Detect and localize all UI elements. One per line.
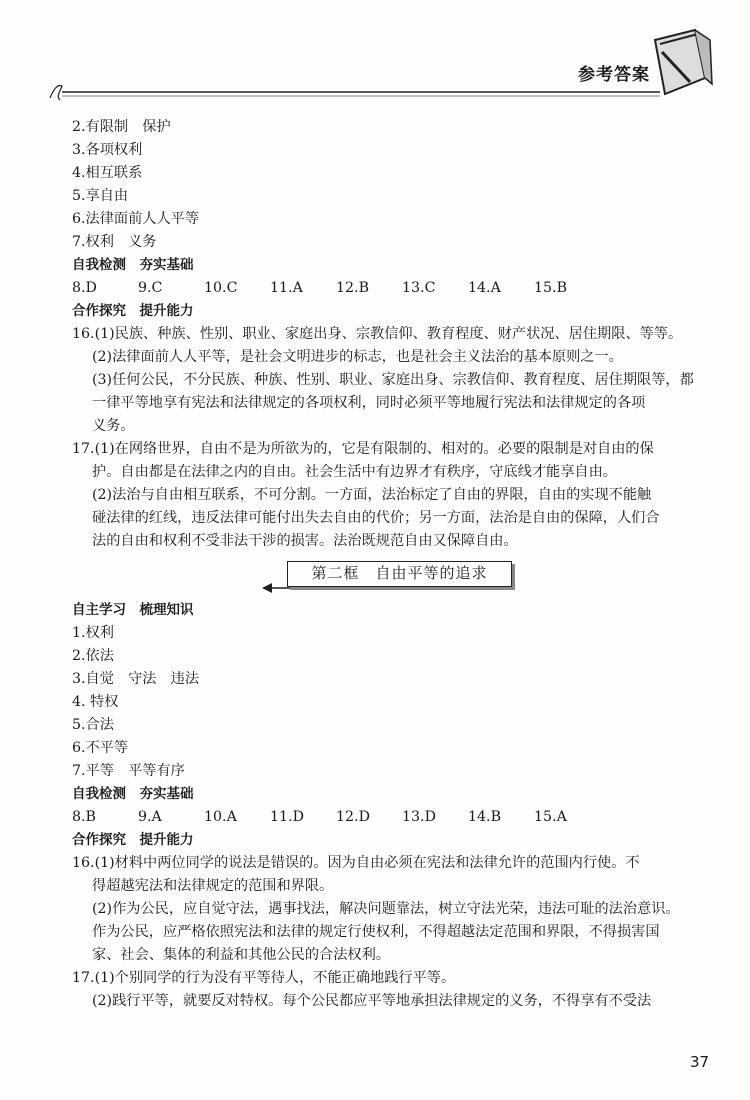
section-heading: 自我检测 夯实基础 bbox=[72, 257, 194, 273]
paragraph-line: (2)法治与自由相互联系，不可分割。一方面，法治标定了自由的界限，自由的实现不能触 bbox=[92, 487, 652, 503]
paragraph-line: 碰法律的红线，违反法律可能付出失去自由的代价；另一方面，法治是自由的保障，人们合 bbox=[92, 510, 660, 526]
list-item: 7.平等 平等有序 bbox=[72, 763, 185, 779]
list-item: 5.合法 bbox=[72, 717, 114, 733]
list-item: 3.各项权利 bbox=[72, 142, 143, 158]
header-title: 参考答案 bbox=[578, 65, 650, 85]
list-item: 4. 特权 bbox=[72, 694, 119, 710]
list-item: 7.权利 义务 bbox=[72, 234, 157, 250]
answer: 9.A bbox=[138, 809, 162, 825]
answer: 10.C bbox=[204, 280, 238, 296]
page-number: 37 bbox=[690, 1053, 710, 1071]
paragraph-line: 家、社会、集体的利益和其他公民的合法权利。 bbox=[92, 947, 390, 963]
book-icon bbox=[655, 30, 712, 94]
paragraph-line: 作为公民，应严格依照宪法和法律的规定行使权利，不得超越法定范围和界限，不得损害国 bbox=[92, 924, 660, 940]
list-item: 4.相互联系 bbox=[72, 165, 143, 181]
answer-row bbox=[72, 277, 702, 300]
header-decoration bbox=[0, 0, 750, 110]
answer: 9.C bbox=[138, 280, 163, 296]
paragraph-line: 护。自由都是在法律之内的自由。社会生活中有边界才有秩序，守底线才能享自由。 bbox=[92, 464, 617, 480]
list-item: 2.依法 bbox=[72, 648, 114, 664]
section-banner bbox=[72, 555, 702, 595]
list-item: 6.法律面前人人平等 bbox=[72, 211, 200, 227]
answer: 13.C bbox=[402, 280, 436, 296]
paragraph-line: 义务。 bbox=[92, 418, 135, 434]
section-heading: 自我检测 夯实基础 bbox=[72, 786, 194, 802]
answer: 11.D bbox=[270, 809, 304, 825]
answer: 8.D bbox=[72, 280, 97, 296]
paragraph-line: (2)践行平等，就要反对特权。每个公民都应平等地承担法律规定的义务，不得享有不受法 bbox=[92, 993, 652, 1009]
list-item: 2.有限制 保护 bbox=[72, 119, 171, 135]
answer: 10.A bbox=[204, 809, 237, 825]
paragraph-line: 得超越宪法和法律规定的范围和界限。 bbox=[92, 878, 334, 894]
answer-content bbox=[72, 116, 702, 1013]
paragraph-line: (2)作为公民，应自觉守法，遇事找法，解决问题靠法，树立守法光荣，违法可耻的法治意识。 bbox=[92, 901, 680, 917]
paragraph-line: 16.(1)民族、种族、性别、职业、家庭出身、宗教信仰、教育程度、财产状况、居住期限、等等。 bbox=[72, 326, 683, 342]
section-heading: 合作探究 提升能力 bbox=[72, 832, 194, 848]
answer: 14.A bbox=[468, 280, 501, 296]
page-header bbox=[0, 0, 750, 110]
answer: 8.B bbox=[72, 809, 96, 825]
list-item: 3.自觉 守法 违法 bbox=[72, 671, 200, 687]
section-heading: 合作探究 提升能力 bbox=[72, 303, 194, 319]
section-heading: 自主学习 梳理知识 bbox=[72, 602, 194, 618]
paragraph-line: 17.(1)个别同学的行为没有平等待人，不能正确地践行平等。 bbox=[72, 970, 456, 986]
paragraph-line: (2)法律面前人人平等，是社会文明进步的标志，也是社会主义法治的基本原则之一。 bbox=[92, 349, 623, 365]
list-item: 5.享自由 bbox=[72, 188, 129, 204]
section-title-box: 第二框 自由平等的追求 bbox=[287, 561, 512, 587]
answer: 12.D bbox=[336, 809, 370, 825]
answer: 12.B bbox=[336, 280, 369, 296]
answer: 13.D bbox=[402, 809, 436, 825]
list-item: 1.权利 bbox=[72, 625, 114, 641]
answer: 11.A bbox=[270, 280, 303, 296]
paragraph-line: 17.(1)在网络世界，自由不是为所欲为的，它是有限制的、相对的。必要的限制是对自由的保 bbox=[72, 441, 654, 457]
paragraph-line: (3)任何公民，不分民族、种族、性别、职业、家庭出身、宗教信仰、教育程度、居住期限等，都 bbox=[92, 372, 694, 388]
answer: 15.A bbox=[534, 809, 567, 825]
paragraph-line: 法的自由和权利不受非法干涉的损害。法治既规范自由又保障自由。 bbox=[92, 533, 518, 549]
answer: 14.B bbox=[468, 809, 501, 825]
answer: 15.B bbox=[534, 280, 567, 296]
answer-row bbox=[72, 806, 702, 829]
list-item: 6.不平等 bbox=[72, 740, 129, 756]
paragraph-line: 16.(1)材料中两位同学的说法是错误的。因为自由必须在宪法和法律允许的范围内行使。不 bbox=[72, 855, 640, 871]
paragraph-line: 一律平等地享有宪法和法律规定的各项权利，同时必须平等地履行宪法和法律规定的各项 bbox=[92, 395, 646, 411]
